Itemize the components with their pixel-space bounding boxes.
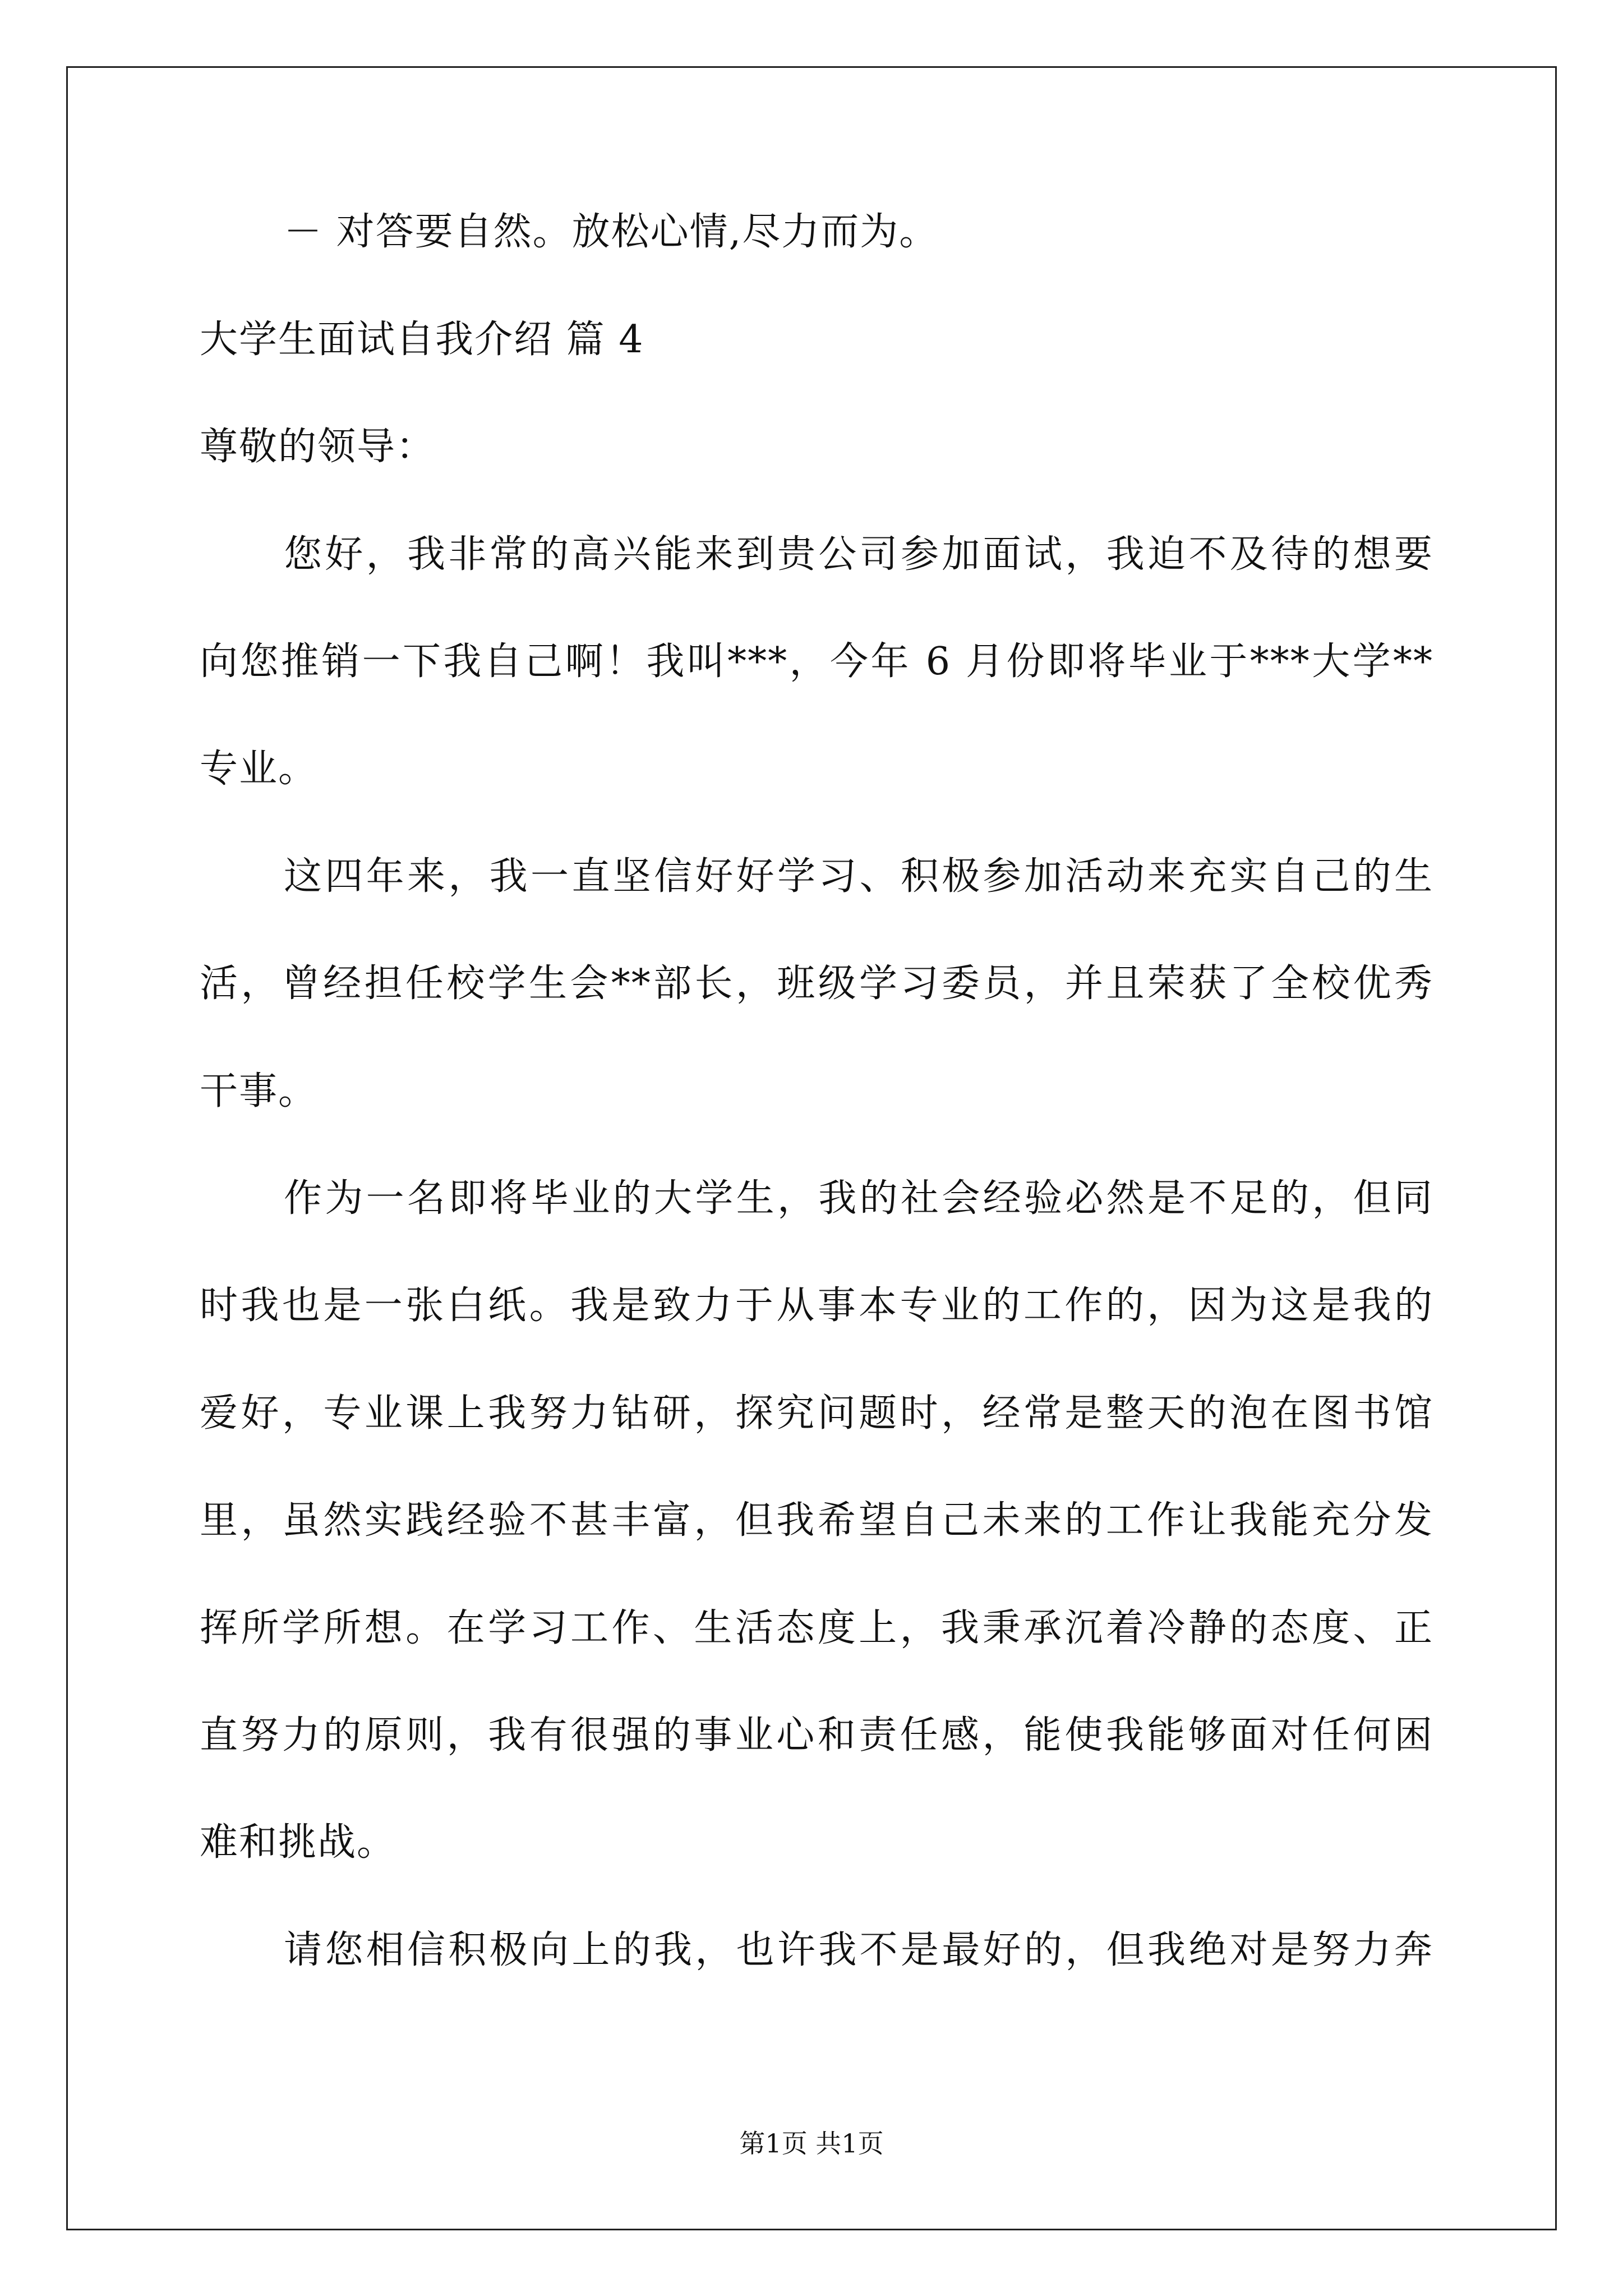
paragraph-line: 难和挑战。 [200, 1820, 396, 1865]
paragraph-line: 爱好，专业课上我努力钻研，探究问题时，经常是整天的泡在图书馆 [200, 1391, 1433, 1435]
paragraph-line: 时我也是一张白纸。我是致力于从事本专业的工作的，因为这是我的 [200, 1283, 1433, 1328]
paragraph-line: 这四年来，我一直坚信好好学习、积极参加活动来充实自己的生 [284, 854, 1433, 899]
document-line: － 对答要自然。放松心情,尽力而为。 [284, 210, 939, 254]
paragraph-line: 挥所学所想。在学习工作、生活态度上，我秉承沉着冷静的态度、正 [200, 1606, 1433, 1650]
paragraph-line: 作为一名即将毕业的大学生，我的社会经验必然是不足的，但同 [284, 1176, 1433, 1221]
paragraph-line: 里，虽然实践经验不甚丰富，但我希望自己未来的工作让我能充分发 [200, 1498, 1433, 1543]
paragraph-line: 直努力的原则，我有很强的事业心和责任感，能使我能够面对任何困 [200, 1713, 1433, 1757]
paragraph-line: 请您相信积极向上的我，也许我不是最好的，但我绝对是努力奔 [284, 1928, 1433, 1972]
paragraph-line: 活，曾经担任校学生会**部长，班级学习委员，并且荣获了全校优秀 [200, 961, 1433, 1006]
paragraph-line: 干事。 [200, 1069, 318, 1114]
page-footer: 第1页 共1页 [739, 2128, 884, 2159]
paragraph-line: 向您推销一下我自己啊！我叫***，今年 6 月份即将毕业于***大学** [200, 639, 1433, 684]
page-frame [66, 66, 1557, 2230]
paragraph-line: 专业。 [200, 747, 318, 791]
section-heading: 大学生面试自我介绍 篇 4 [200, 318, 644, 362]
paragraph-line: 您好，我非常的高兴能来到贵公司参加面试，我迫不及待的想要 [284, 532, 1433, 577]
salutation: 尊敬的领导： [200, 425, 436, 469]
